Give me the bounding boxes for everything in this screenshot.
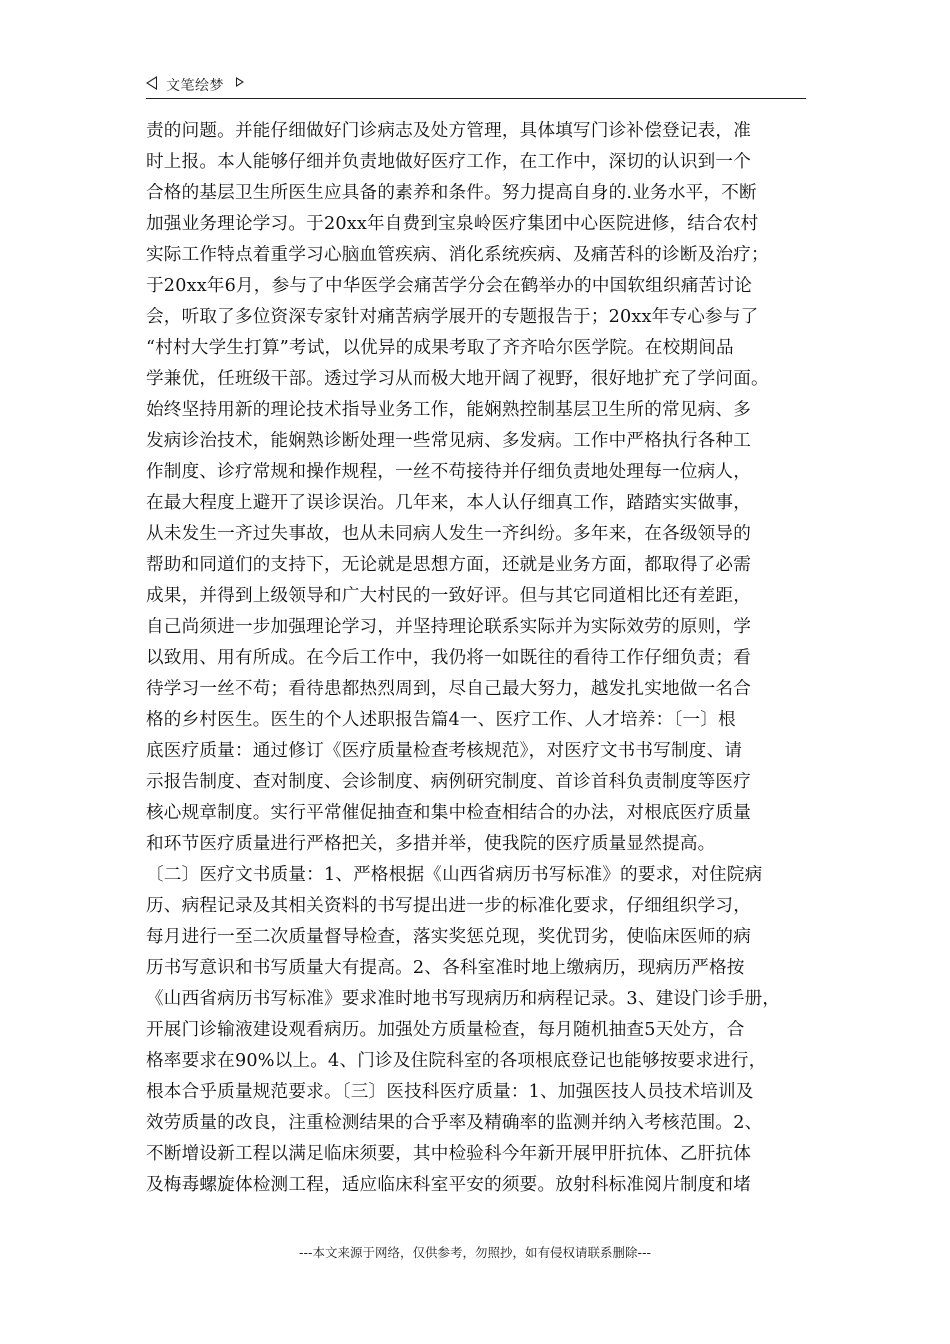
text-line: 根本合乎质量规范要求。〔三〕医技科医疗质量：1、加强医技人员技术培训及 (146, 1082, 754, 1102)
text-line: 开展门诊输液建设观看病历。加强处方质量检查，每月随机抽查5天处方，合 (146, 1020, 745, 1040)
text-line: 示报告制度、查对制度、会诊制度、病例研究制度、首诊首科负责制度等医疗 (146, 772, 751, 792)
text-line: 以致用、用有所成。在今后工作中，我仍将一如既往的看待工作仔细负责；看 (146, 648, 751, 668)
text-line: 从未发生一齐过失事故，也从未同病人发生一齐纠纷。多年来，在各级领导的 (146, 524, 751, 544)
text-line: 会，听取了多位资深专家针对痛苦病学展开的专题报告于；20xx年专心参与了 (146, 307, 759, 327)
text-line: 作制度、诊疗常规和操作规程，一丝不苟接待并仔细负责地处理每一位病人， (146, 462, 751, 482)
text-line: 〔二〕医疗文书质量：1、严格根据《山西省病历书写标准》的要求，对住院病 (146, 865, 763, 885)
text-line: 发病诊治技术，能娴熟诊断处理一些常见病、多发病。工作中严格执行各种工 (146, 431, 751, 451)
text-line: 成果，并得到上级领导和广大村民的一致好评。但与其它同道相比还有差距， (146, 586, 751, 606)
text-line: 时上报。本人能够仔细并负责地做好医疗工作，在工作中，深切的认识到一个 (146, 152, 751, 172)
text-line: 加强业务理论学习。于20xx年自费到宝泉岭医疗集团中心医院进修，结合农村 (146, 214, 759, 234)
text-line: 底医疗质量：通过修订《医疗质量检查考核规范》，对医疗文书书写制度、请 (146, 741, 743, 761)
text-line: 历、病程记录及其相关资料的书写提出进一步的标准化要求，仔细组织学习， (146, 896, 751, 916)
text-line: 帮助和同道们的支持下，无论就是思想方面，还就是业务方面，都取得了必需 (146, 555, 751, 575)
text-line: 《山西省病历书写标准》要求准时地书写现病历和病程记录。3、建设门诊手册， (146, 989, 781, 1009)
text-line: 历书写意识和书写质量大有提高。2、各科室准时地上缴病历，现病历严格按 (146, 958, 745, 978)
text-line: 合格的基层卫生所医生应具备的素养和条件。努力提高自身的.业务水平，不断 (146, 183, 757, 203)
text-line: 待学习一丝不苟；看待患都热烈周到，尽自己最大努力，越发扎实地做一名合 (146, 679, 751, 699)
text-line: 始终坚持用新的理论技术指导业务工作，能娴熟控制基层卫生所的常见病、多 (146, 400, 751, 420)
text-line: 格率要求在90%以上。4、门诊及住院科室的各项根底登记也能够按要求进行， (146, 1051, 767, 1071)
text-line: 核心规章制度。实行平常催促抽查和集中检查相结合的办法，对根底医疗质量 (146, 803, 751, 823)
text-line: 责的问题。并能仔细做好门诊病志及处方管理，具体填写门诊补偿登记表，准 (146, 121, 751, 141)
text-line: 于20xx年6月，参与了中华医学会痛苦学分会在鹤举办的中国软组织痛苦讨论 (146, 276, 753, 296)
text-line: 学兼优，任班级干部。透过学习从而极大地开阔了视野，很好地扩充了学问面。 (146, 369, 769, 389)
text-line: 自己尚须进一步加强理论学习，并坚持理论联系实际并为实际效劳的原则，学 (146, 617, 751, 637)
page-header (146, 72, 806, 99)
header-title: 文笔绘梦 (166, 78, 224, 94)
text-line: 格的乡村医生。医生的个人述职报告篇4一、医疗工作、人才培养：〔一〕根 (146, 710, 736, 730)
text-line: 效劳质量的改良，注重检测结果的合乎率及精确率的监测并纳入考核范围。2、 (146, 1113, 763, 1133)
triangle-left-icon (146, 76, 157, 90)
triangle-right-icon (236, 77, 244, 87)
text-line: 和环节医疗质量进行严格把关，多措并举，使我院的医疗质量显然提高。 (146, 834, 716, 854)
text-line: 每月进行一至二次质量督导检查，落实奖惩兑现，奖优罚劣，使临床医师的病 (146, 927, 751, 947)
document-body (146, 116, 810, 1201)
text-line: 在最大程度上避开了误诊误治。几年来，本人认仔细真工作，踏踏实实做事， (146, 493, 751, 513)
text-line: 不断增设新工程以满足临床须要，其中检验科今年新开展甲肝抗体、乙肝抗体 (146, 1144, 751, 1164)
text-line: “村村大学生打算”考试，以优异的成果考取了齐齐哈尔医学院。在校期间品 (146, 338, 734, 358)
text-line: 及梅毒螺旋体检测工程，适应临床科室平安的须要。放射科标准阅片制度和堵 (146, 1175, 751, 1195)
text-line: 实际工作特点着重学习心脑血管疾病、消化系统疾病、及痛苦科的诊断及治疗； (146, 245, 769, 265)
page-footer: ---本文来源于网络，仅供参考，勿照抄，如有侵权请联系删除--- (298, 1245, 652, 1260)
